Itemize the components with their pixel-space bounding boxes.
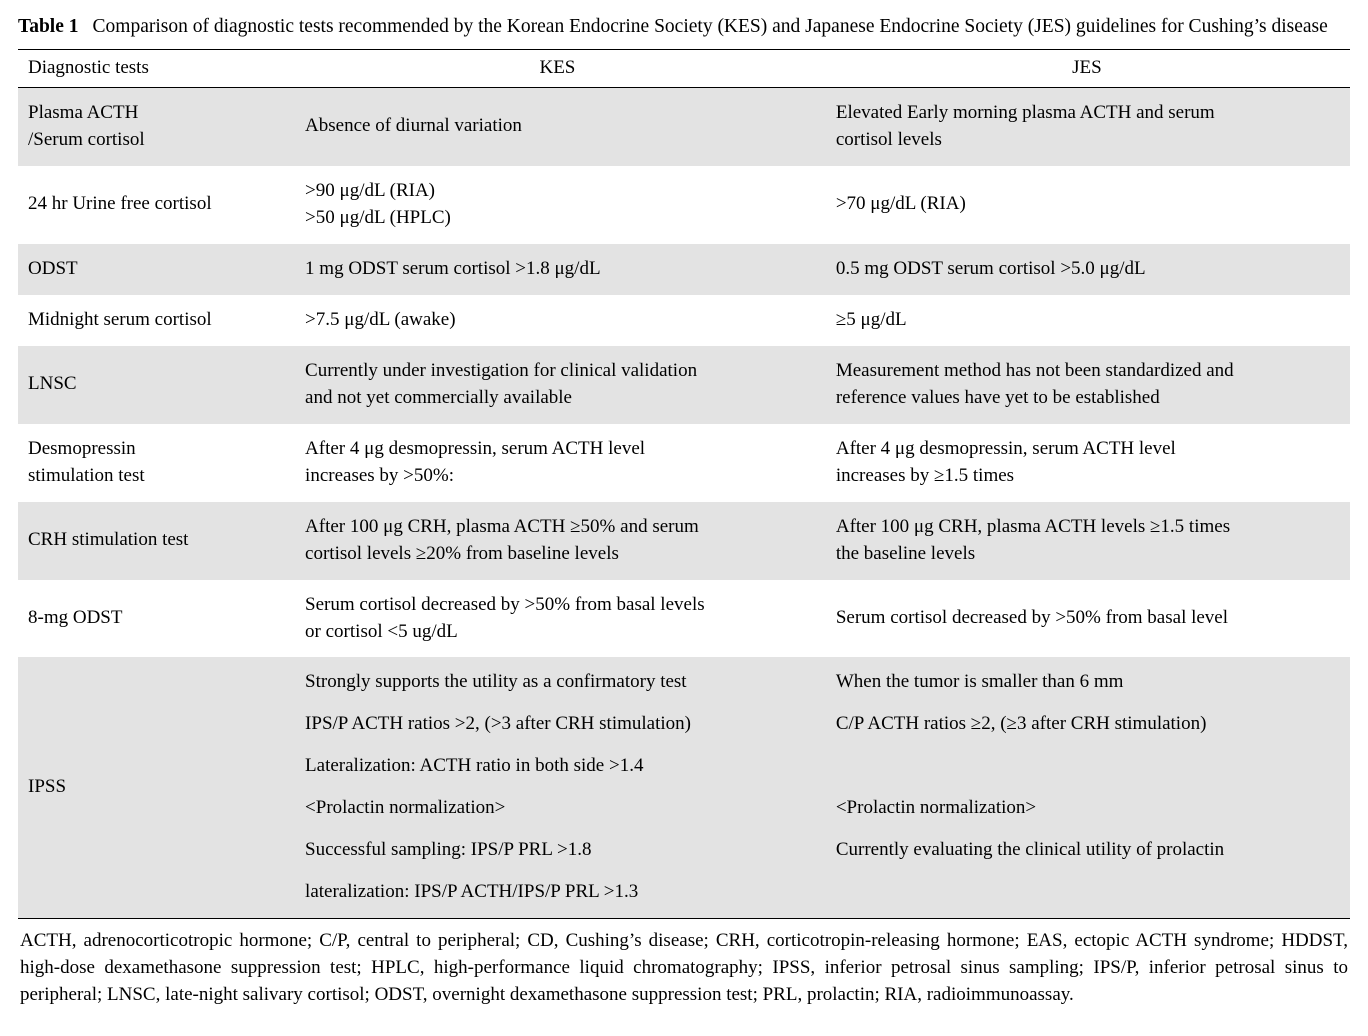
table-header-row [18,49,1350,87]
cell-kes [291,657,824,918]
table-row [18,580,1350,658]
text-line: increases by >50%: [305,464,454,486]
table-body [18,87,1350,918]
table-row [18,657,1350,918]
text-line: 8-mg ODST [28,607,123,629]
text-line: <Prolactin normalization> [835,797,1037,819]
text-line: After 100 μg CRH, plasma ACTH ≥50% and serum [305,515,699,537]
cell-test-name [18,295,291,346]
text-line: When the tumor is smaller than 6 mm [835,671,1124,693]
text-line: Plasma ACTH [28,101,139,123]
text-line: Serum cortisol decreased by >50% from basal levels [305,593,705,615]
text-line: Successful sampling: IPS/P PRL >1.8 [305,839,592,861]
cell-kes [291,424,824,502]
cell-jes [824,166,1350,244]
text-line: or cortisol <5 ug/dL [305,620,458,642]
cell-test-name [18,166,291,244]
text-line: Lateralization: ACTH ratio in both side >1.4 [305,755,644,777]
cell-kes [291,502,824,580]
cell-jes [824,346,1350,424]
text-line: >90 μg/dL (RIA) [305,179,436,201]
cell-test-name [18,87,291,165]
text-line: Absence of diurnal variation [305,115,522,137]
cell-kes [291,295,824,346]
cell-kes [291,87,824,165]
text-line: lateralization: IPS/P ACTH/IPS/P PRL >1.3 [305,881,639,903]
table-row [18,244,1350,295]
column-header-diagnostic-tests: Diagnostic tests [18,49,291,87]
table-row [18,424,1350,502]
text-line: IPS/P ACTH ratios >2, (>3 after CRH stimulation) [305,713,691,735]
text-line: cortisol levels [835,128,942,150]
cell-kes [291,346,824,424]
text-line: 24 hr Urine free cortisol [28,193,212,215]
text-line: cortisol levels ≥20% from baseline levels [305,542,619,564]
text-line: ODST [28,257,78,279]
text-line: Midnight serum cortisol [28,308,212,330]
table-caption-label: Table 1 [18,16,79,37]
text-line: Currently evaluating the clinical utility of prolactin [835,839,1225,861]
table-row [18,295,1350,346]
text-line: increases by ≥1.5 times [835,464,1015,486]
text-line: After 4 μg desmopressin, serum ACTH level [305,437,646,459]
text-line: Currently under investigation for clinical validation [305,359,698,381]
table-row [18,87,1350,165]
text-line: IPSS [28,776,67,798]
cell-jes [824,502,1350,580]
text-line: reference values have yet to be established [835,386,1160,408]
table-footnote: ACTH, adrenocorticotropic hormone; C/P, central to peripheral; CD, Cushing’s disease; CRH, corticotropin-releasing hormone; EAS, ectopic ACTH syndrome; HDDST, high-dose dexamethasone suppression test; HPLC, high-performance liquid chromatography; IPSS, inferior petrosal sinus sampling; IPS/P, inferior petrosal sinus to peripheral; LNSC, late-night salivary cortisol; ODST, overnight dexamethasone suppression test; PRL, prolactin; RIA, radioimmunoassay. [20,930,1348,1006]
text-line: CRH stimulation test [28,529,189,551]
table-row [18,166,1350,244]
text-line: Desmopressin [28,437,136,459]
table-caption-text: Comparison of diagnostic tests recommended by the Korean Endocrine Society (KES) and Japanese Endocrine Society (JES) guidelines for Cushing’s disease [92,16,1328,37]
text-line: Strongly supports the utility as a confirmatory test [305,671,687,693]
cell-test-name [18,580,291,658]
cell-jes [824,295,1350,346]
text-line-empty [836,879,1338,906]
text-line: After 4 μg desmopressin, serum ACTH level [835,437,1176,459]
text-line: Elevated Early morning plasma ACTH and serum [835,101,1215,123]
cell-jes [824,424,1350,502]
text-line: stimulation test [28,464,145,486]
cell-jes [824,87,1350,165]
cell-test-name [18,502,291,580]
text-line: the baseline levels [835,542,976,564]
text-line: 1 mg ODST serum cortisol >1.8 μg/dL [305,257,601,279]
table-caption [18,14,1350,41]
column-header-jes: JES [824,49,1350,87]
text-line: 0.5 mg ODST serum cortisol >5.0 μg/dL [835,257,1146,279]
cell-kes [291,244,824,295]
cell-kes [291,166,824,244]
table-row [18,346,1350,424]
cell-test-name [18,244,291,295]
text-line: >50 μg/dL (HPLC) [305,206,451,228]
cell-jes [824,580,1350,658]
cell-test-name [18,657,291,918]
cell-jes [824,244,1350,295]
comparison-table [18,49,1350,918]
text-line: Measurement method has not been standardized and [835,359,1234,381]
text-line: >7.5 μg/dL (awake) [305,308,456,330]
cell-kes [291,580,824,658]
column-header-kes: KES [291,49,824,87]
table-row [18,502,1350,580]
text-line: >70 μg/dL (RIA) [835,193,966,215]
text-line: C/P ACTH ratios ≥2, (≥3 after CRH stimulation) [835,713,1207,735]
table-header [18,49,1350,87]
text-line: After 100 μg CRH, plasma ACTH levels ≥1.5 times [835,515,1231,537]
text-line: and not yet commercially available [305,386,572,408]
text-line: Serum cortisol decreased by >50% from basal level [835,607,1229,629]
cell-test-name [18,424,291,502]
text-line: LNSC [28,373,77,395]
text-line: <Prolactin normalization> [305,797,506,819]
text-line: ≥5 μg/dL [835,308,907,330]
cell-test-name [18,346,291,424]
text-line-empty [836,753,1338,780]
cell-jes [824,657,1350,918]
text-line: /Serum cortisol [28,128,145,150]
